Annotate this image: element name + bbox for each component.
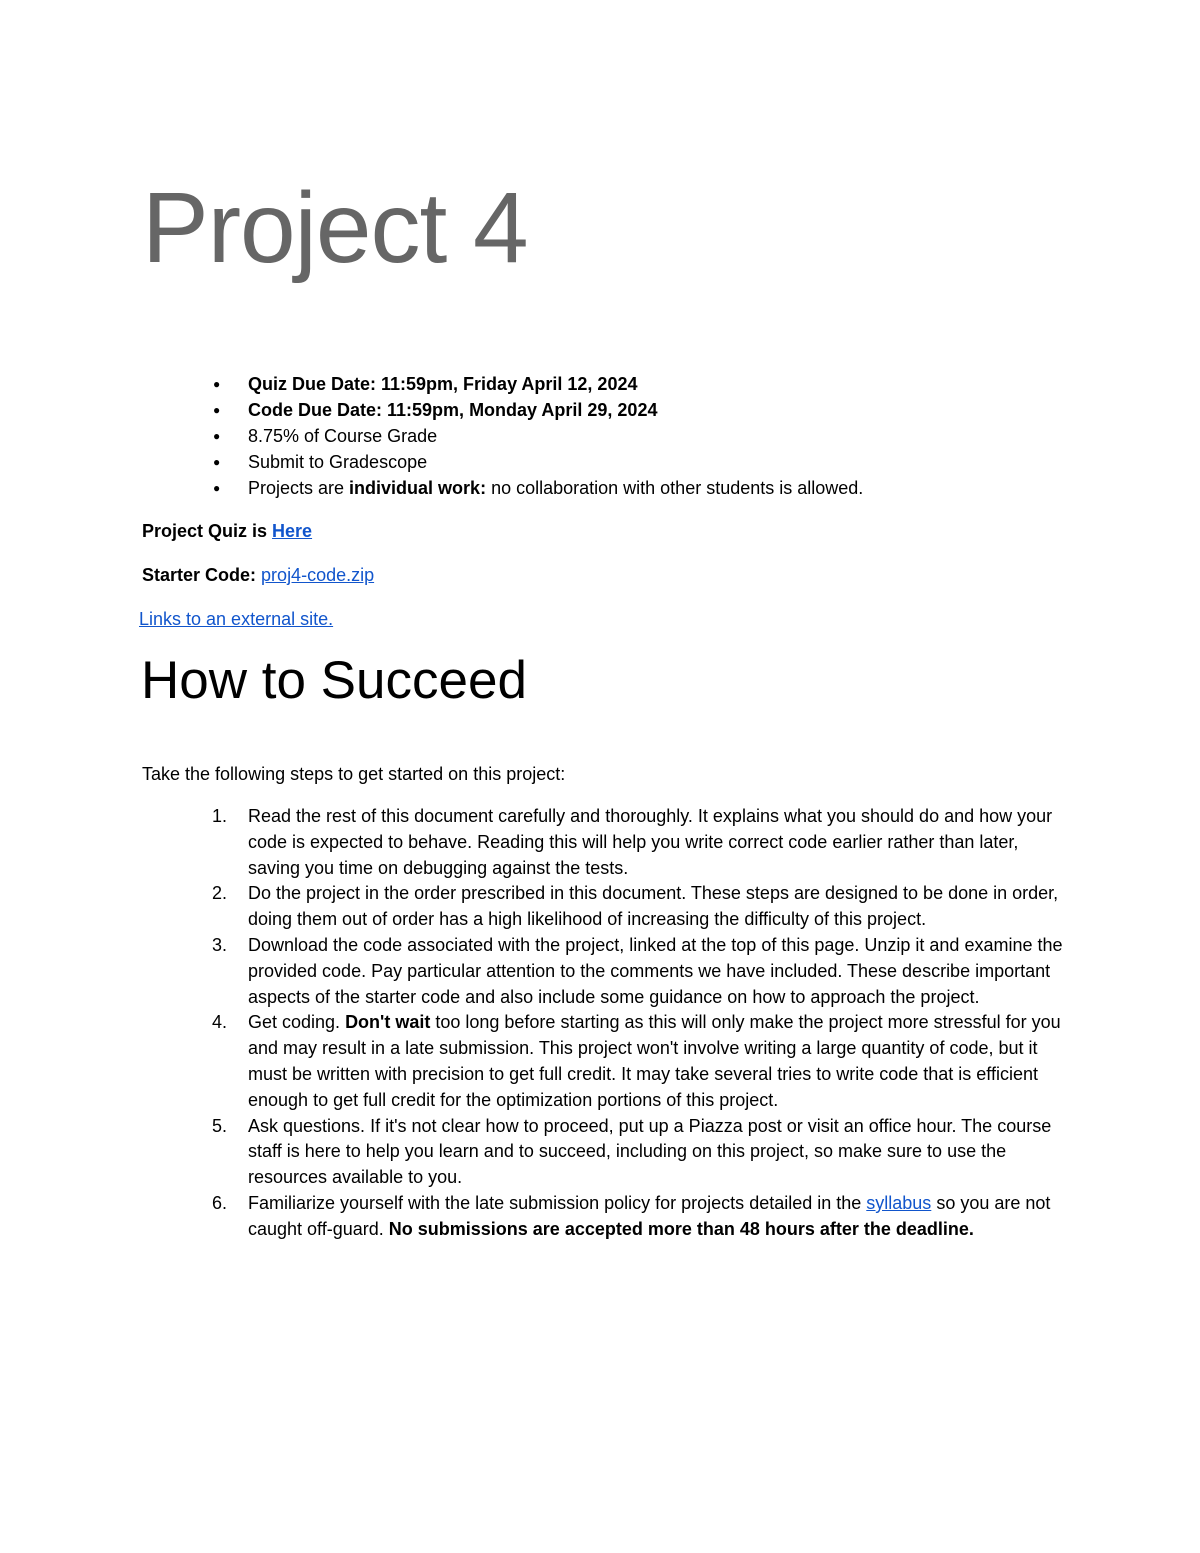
bullet-icon: ● [213,455,221,469]
steps-list [0,804,1068,1243]
list-item [0,1114,1068,1191]
list-item [0,1191,1068,1243]
step-number: 6. [212,1192,228,1213]
step-text-prefix: Familiarize yourself with the late submission policy for projects detailed in the [248,1192,867,1213]
step-number: 1. [212,806,228,826]
section-heading: How to Succeed [141,651,527,710]
step-number: 5. [212,1115,228,1136]
syllabus-link[interactable]: syllabus [866,1192,932,1213]
list-item [0,397,863,423]
list-item [0,881,1068,933]
step-number: 3. [212,934,228,955]
list-item [0,933,1068,1010]
external-link-line [139,606,333,632]
info-bullet-list [0,371,863,501]
bullet-icon: ● [213,481,221,495]
step-number: 2. [212,883,228,904]
quiz-due-date: Quiz Due Date: 11:59pm, Friday April 12, 2024 [248,374,638,394]
list-item [0,804,1068,881]
quiz-link[interactable]: Here [272,521,313,541]
projects-prefix: Projects are [248,478,350,498]
list-item [0,1010,1068,1113]
list-item [0,423,863,449]
external-site-link[interactable]: Links to an external site. [139,609,334,629]
projects-suffix: no collaboration with other students is allowed. [486,478,864,498]
starter-code-label: Starter Code: [142,565,257,585]
list-item [0,371,863,397]
step-text: Ask questions. If it's not clear how to proceed, put up a Piazza post or visit an office hour. The course staff is here to help you learn and to succeed, including on this project, so make sure to use the resources available to you. [248,1115,1052,1188]
step-number: 4. [212,1012,228,1033]
starter-code-line [142,562,374,588]
intro-text: Take the following steps to get started on this project: [142,764,566,784]
code-due-date: Code Due Date: 11:59pm, Monday April 29, 2024 [248,400,658,420]
step-emphasis: Don't wait [345,1012,431,1033]
step-text: Download the code associated with the project, linked at the top of this page. Unzip it and examine the provided code. Pay particular attention to the comments we have included. These describe important aspects of the starter code and also include some guidance on how to approach the project. [248,934,1063,1007]
step-text: Do the project in the order prescribed in this document. These steps are designed to be done in order, doing them out of order has a high likelihood of increasing the difficulty of this project. [248,883,1059,930]
individual-work-text: individual work: [349,478,487,498]
quiz-line [142,518,312,544]
bullet-icon: ● [213,377,221,391]
page-title: Project 4 [142,172,528,284]
step-text: Read the rest of this document carefully and thoroughly. It explains what you should do and how your code is expected to behave. Reading this will help you write correct code earlier rather than later, saving you time on debugging against the tests. [248,806,1053,878]
late-policy-warning: No submissions are accepted more than 48 hours after the deadline. [388,1218,974,1239]
grade-weight: 8.75% of Course Grade [248,426,438,446]
list-item [0,475,863,501]
quiz-label: Project Quiz is [142,521,273,541]
step-text-middle: so you are not caught off-guard. [248,1192,1051,1239]
bullet-icon: ● [213,429,221,443]
step-text-prefix: Get coding. [248,1012,346,1033]
bullet-icon: ● [213,403,221,417]
starter-code-link[interactable]: proj4-code.zip [261,565,375,585]
step-text-suffix: too long before starting as this will only make the project more stressful for you and may result in a late submission. This project won't involve writing a large quantity of code, but it must be written with precision to get full credit. It may take several tries to write code that is efficient enough to get full credit for the optimization portions of this project. [248,1012,1061,1110]
list-item [0,449,863,475]
submission-info: Submit to Gradescope [248,452,428,472]
